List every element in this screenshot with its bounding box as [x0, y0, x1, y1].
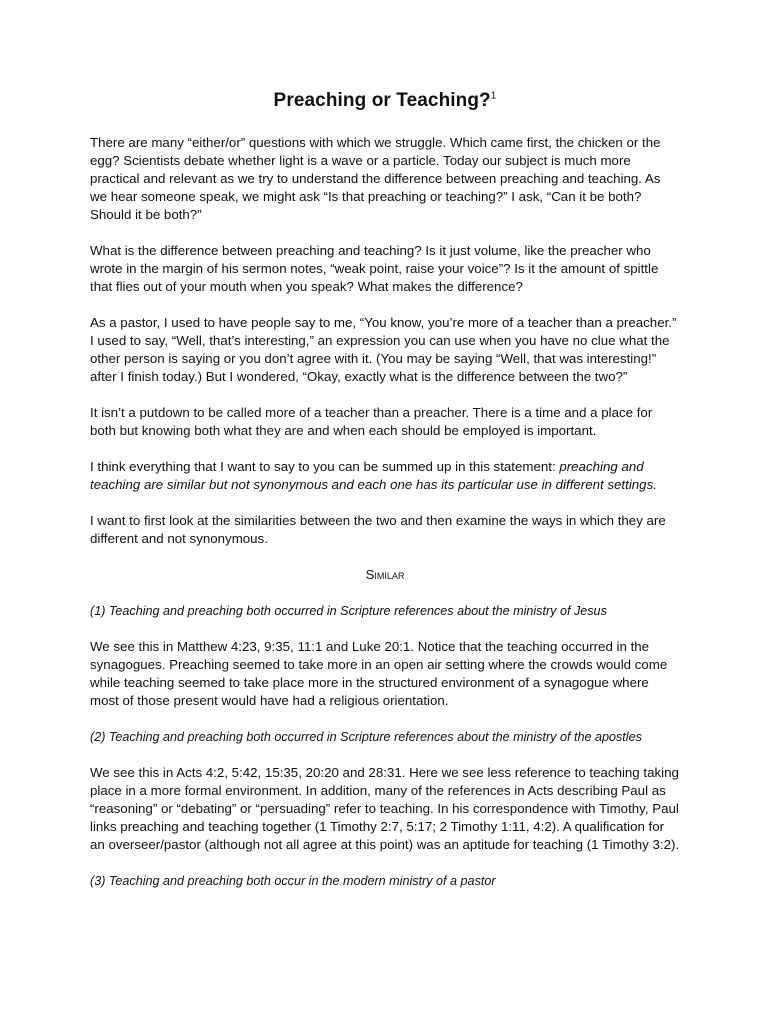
paragraph-plan: I want to first look at the similarities between the two and then examine the ways in which they are different and not synonymous.: [90, 513, 666, 546]
subheading-jesus: (1) Teaching and preaching both occurred in Scripture references about the ministry of Jesus: [90, 604, 607, 618]
paragraph-intro: There are many “either/or” questions with which we struggle. Which came first, the chicken or the egg? Scientists debate whether light is a wave or a particle. Today our subject is much more practical and relevant as we try to understand the difference between preaching and teaching. As we hear someone speak, we might ask “Is that preaching or teaching?” I ask, “Can it be both? Should it be both?”: [90, 135, 661, 222]
section-heading-similar: Similar: [365, 567, 405, 582]
thesis-lead: I think everything that I want to say to you can be summed up in this statement:: [90, 459, 560, 474]
paragraph-acts: We see this in Acts 4:2, 5:42, 15:35, 20:20 and 28:31. Here we see less reference to teaching taking place in a more formal environment. In addition, many of the references in Acts describing Paul as “reasoning” or “debating” or “persuading” refer to teaching. In his correspondence with Timothy, Paul links preaching and teaching together (1 Timothy 2:7, 5:17; 2 Timothy 1:11, 4:2). A qualification for an overseer/pastor (although not all agree at this point) was an aptitude for teaching (1 Timothy 3:2).: [90, 765, 680, 852]
paragraph-matthew: We see this in Matthew 4:23, 9:35, 11:1 and Luke 20:1. Notice that the teaching occurred in the synagogues. Preaching seemed to take more in an open air setting where the crowds would come while teaching seemed to take place more in the structured environment of a synagogue where most of those present would have had a religious orientation.: [90, 639, 668, 708]
paragraph-putdown: It isn’t a putdown to be called more of a teacher than a preacher. There is a time and a place for both but knowing both what they are and when each should be employed is important.: [90, 405, 653, 438]
title-text: Preaching or Teaching?: [273, 90, 491, 111]
paragraph-difference-question: What is the difference between preaching and teaching? Is it just volume, like the preacher who wrote in the margin of his sermon notes, “weak point, raise your voice”? Is it the amount of spittle that flies out of your mouth when you speak? What makes the difference?: [90, 243, 659, 294]
paragraph-thesis: [90, 458, 680, 494]
thesis-statement: preaching and teaching are similar but not synonymous and each one has its particular use in different settings.: [90, 459, 657, 492]
title-footnote-marker: 1: [490, 90, 497, 102]
document-title: [90, 88, 680, 114]
document-page: [90, 88, 680, 908]
subheading-pastor: (3) Teaching and preaching both occur in the modern ministry of a pastor: [90, 874, 496, 888]
subheading-apostles: (2) Teaching and preaching both occurred in Scripture references about the ministry of the apostles: [90, 730, 642, 744]
paragraph-pastor-anecdote: As a pastor, I used to have people say to me, “You know, you’re more of a teacher than a preacher.” I used to say, “Well, that’s interesting,” an expression you can use when you have no clue what the other person is saying or you don’t agree with it. (You may be saying “Well, that was interesting!” after I finish today.) But I wondered, “Okay, exactly what is the difference between the two?”: [90, 315, 677, 384]
